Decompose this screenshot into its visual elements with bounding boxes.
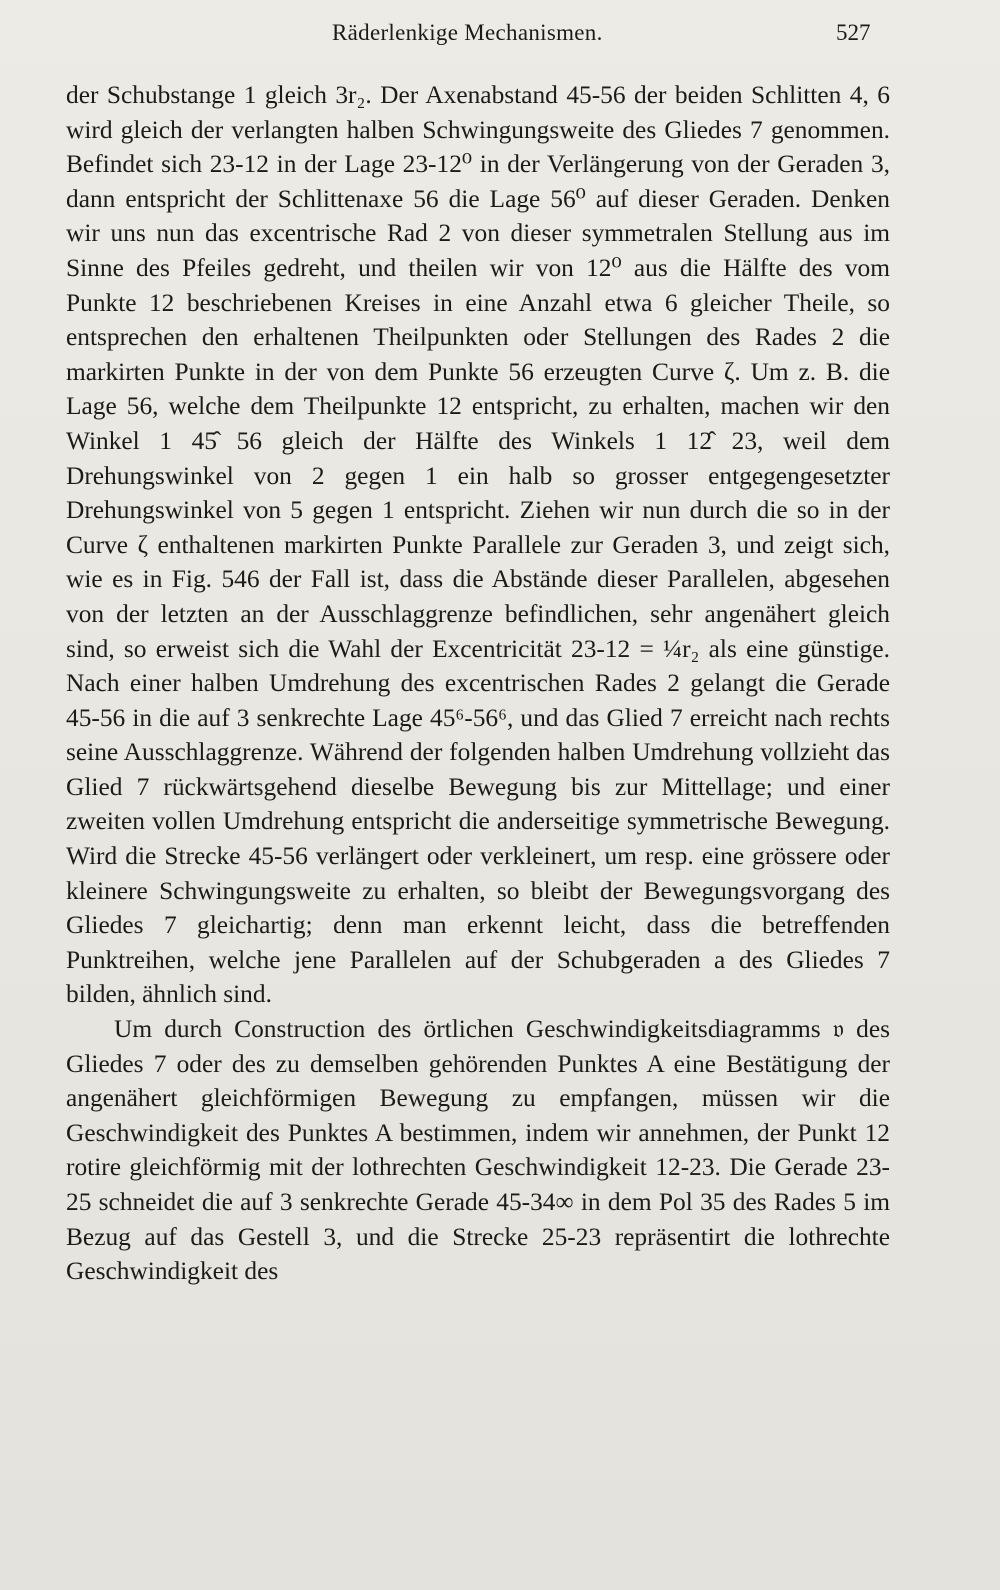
paragraph: der Schubstange 1 gleich 3r₂. Der Axenabstand 45-56 der beiden Schlitten 4, 6 wird gleich der verlangten halben Schwingungsweite des Gliedes 7 genommen. Befindet sich 23-12 in der Lage 23-12⁰ in der Verlängerung von der Geraden 3, dann entspricht der Schlittenaxe 56 die Lage 56⁰ auf dieser Geraden. Denken wir uns nun das excentrische Rad 2 von dieser symmetralen Stellung aus im Sinne des Pfeiles gedreht, und theilen wir von 12⁰ aus die Hälfte des vom Punkte 12 beschriebenen Kreises in eine Anzahl etwa 6 gleicher Theile, so entsprechen den erhaltenen Theilpunkten oder Stellungen des Rades 2 die markirten Punkte in der von dem Punkte 56 erzeugten Curve ζ. Um z. B. die Lage 56, welche dem Theilpunkte 12 entspricht, zu erhalten, machen wir den Winkel 1 45̂ 56 gleich der Hälfte des Winkels 1 12̂ 23, weil dem Drehungswinkel von 2 gegen 1 ein halb so grosser entgegengesetzter Drehungswinkel von 5 gegen 1 entspricht. Ziehen wir nun durch die so in der Curve ζ enthaltenen markirten Punkte Parallele zur Geraden 3, und zeigt sich, wie es in Fig. 546 der Fall ist, dass die Abstände dieser Parallelen, abgesehen von der letzten an der Ausschlaggrenze befindlichen, sehr angenähert gleich sind, so erweist sich die Wahl der Excentricität 23-12 = ¼r₂ als eine günstige. Nach einer halben Umdrehung des excentrischen Rades 2 gelangt die Gerade 45-56 in die auf 3 senkrechte Lage 45⁶-56⁶, und das Glied 7 erreicht nach rechts seine Ausschlaggrenze. Während der folgenden halben Umdrehung vollzieht das Glied 7 rückwärtsgehend dieselbe Bewegung bis zur Mittellage; und einer zweiten vollen Umdrehung entspricht die anderseitige symmetrische Bewegung. Wird die Strecke 45-56 verlängert oder verkleinert, um resp. eine grössere oder kleinere Schwingungsweite zu erhalten, so bleibt der Bewegungsvorgang des Gliedes 7 gleichartig; denn man erkennt leicht, dass die betreffenden Punktreihen, welche jene Parallelen auf der Schubgeraden a des Gliedes 7 bilden, ähnlich sind. [66,81,890,1009]
page-number: 527 [836,20,871,45]
page-header [0,18,1000,58]
running-title: Räderlenkige Mechanismen. [332,20,603,45]
body-text [66,78,890,1289]
paragraph: Um durch Construction des örtlichen Geschwindigkeitsdiagramms 𝔳 des Gliedes 7 oder des zu demselben gehörenden Punktes A eine Bestätigung der angenähert gleichförmigen Bewegung zu empfangen, müssen wir die Geschwindigkeit des Punktes A bestimmen, indem wir annehmen, der Punkt 12 rotire gleichförmig mit der lothrechten Geschwindigkeit 12-23. Die Gerade 23-25 schneidet die auf 3 senkrechte Gerade 45-34∞ in dem Pol 35 des Rades 5 im Bezug auf das Gestell 3, und die Strecke 25-23 repräsentirt die lothrechte Geschwindigkeit des [66,1015,890,1286]
